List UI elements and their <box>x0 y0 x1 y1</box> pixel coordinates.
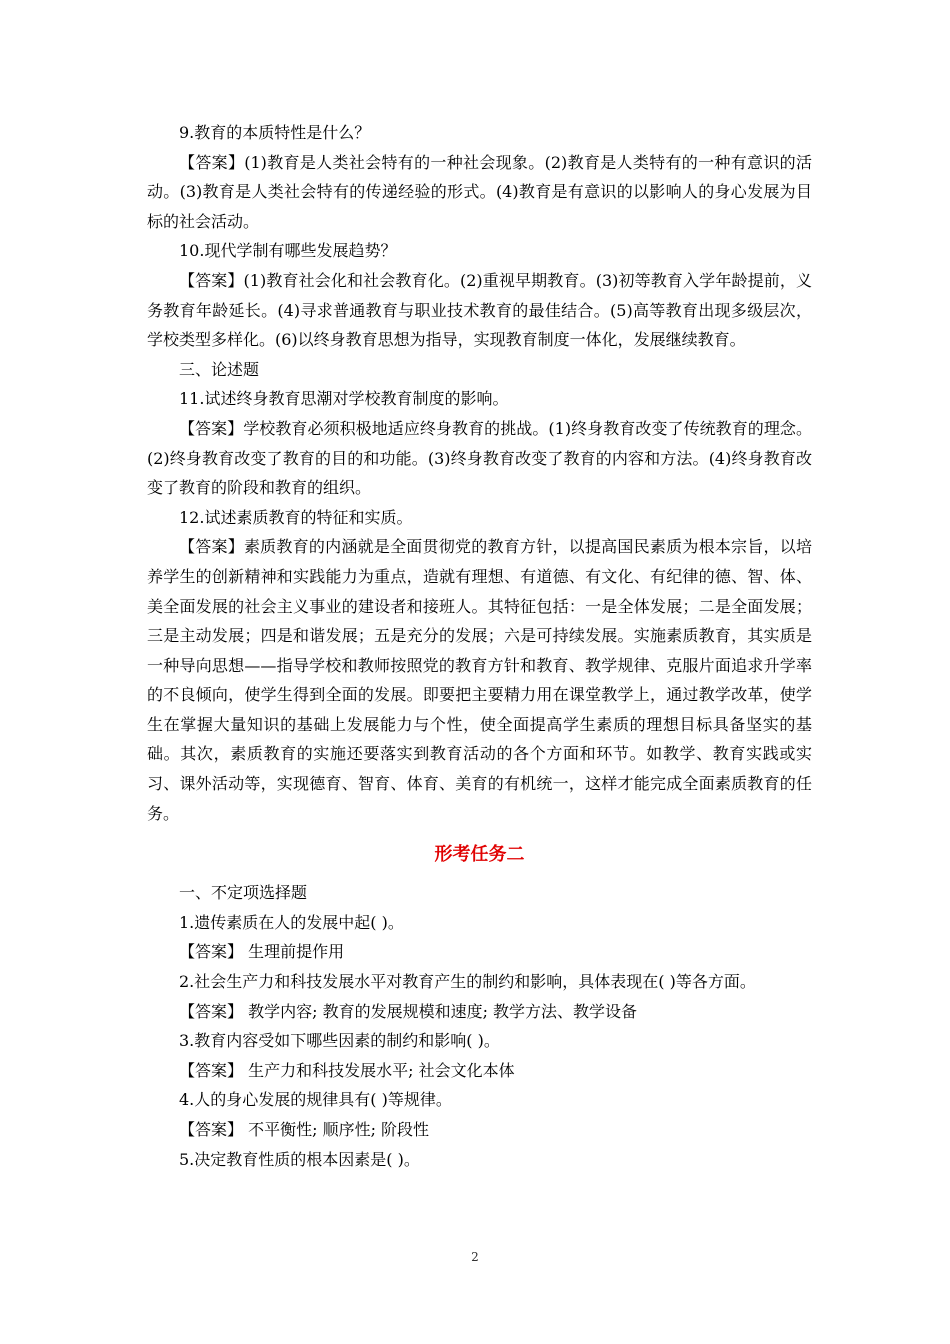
choice-answer-1: 【答案】 生理前提作用 <box>179 942 345 962</box>
question-9: 9.教育的本质特性是什么？ <box>179 123 371 142</box>
section-heading-essay: 三、论述题 <box>179 359 260 379</box>
answer-11: 【答案】学校教育必须积极地适应终身教育的挑战。(1)终身教育改变了传统教育的理念。(2)终身教育改变了教育的目的和功能。(3)终身教育改变了教育的内容和方法。(4)终身教育改变了教育的阶段和教育的组织。 <box>147 418 812 498</box>
answer-10: 【答案】(1)教育社会化和社会教育化。(2)重视早期教育。(3)初等教育入学年龄提前，义务教育年龄延长。(4)寻求普通教育与职业技术教育的最佳结合。(5)高等教育出现多级层次，学校类型多样化。(6)以终身教育思想为指导，实现教育制度一体化，发展继续教育。 <box>147 270 812 350</box>
choice-question-5: 5.决定教育性质的根本因素是( )。 <box>179 1149 420 1169</box>
answer-12: 【答案】素质教育的内涵就是全面贯彻党的教育方针，以提高国民素质为根本宗旨，以培养学生的创新精神和实践能力为重点，造就有理想、有道德、有文化、有纪律的德、智、体、美全面发展的社会主义事业的建设者和接班人。其特征包括：一是全体发展；二是全面发展；三是主动发展；四是和谐发展；五是充分的发展；六是可持续发展。实施素质教育，其实质是一种导向思想——指导学校和教师按照党的教育方针和教育、教学规律、克服片面追求升学率的不良倾向，使学生得到全面的发展。即要把主要精力用在课堂教学上，通过教学改革，使学生在掌握大量知识的基础上发展能力与个性，使全面提高学生素质的理想目标具备坚实的基础。其次，素质教育的实施还要落实到教育活动的各个方面和环节。如教学、教育实践或实习、课外活动等，实现德育、智育、体育、美育的有机统一，这样才能完成全面素质教育的任务。 <box>147 537 812 823</box>
choice-question-1: 1.遗传素质在人的发展中起( )。 <box>179 912 404 932</box>
question-11: 11.试述终身教育思潮对学校教育制度的影响。 <box>179 389 509 409</box>
document-page <box>147 118 812 1174</box>
section-heading-choice: 一、不定项选择题 <box>179 883 308 903</box>
choice-question-3: 3.教育内容受如下哪些因素的制约和影响( )。 <box>179 1031 500 1051</box>
choice-answer-3: 【答案】 生产力和科技发展水平; 社会文化本体 <box>179 1060 515 1080</box>
choice-answer-2: 【答案】 教学内容; 教育的发展规模和速度; 教学方法、教学设备 <box>179 1001 638 1021</box>
question-10: 10.现代学制有哪些发展趋势？ <box>179 241 397 261</box>
question-12: 12.试述素质教育的特征和实质。 <box>179 507 413 527</box>
section-title: 形考任务二 <box>434 844 525 866</box>
choice-answer-4: 【答案】 不平衡性; 顺序性; 阶段性 <box>179 1120 430 1139</box>
choice-question-4: 4.人的身心发展的规律具有( )等规律。 <box>179 1090 452 1110</box>
choice-question-2: 2.社会生产力和科技发展水平对教育产生的制约和影响，具体表现在( )等各方面。 <box>179 972 756 992</box>
answer-9: 【答案】(1)教育是人类社会特有的一种社会现象。(2)教育是人类特有的一种有意识的活动。(3)教育是人类社会特有的传递经验的形式。(4)教育是有意识的以影响人的身心发展为目标的社会活动。 <box>147 152 812 231</box>
page-number: 2 <box>471 1250 479 1264</box>
